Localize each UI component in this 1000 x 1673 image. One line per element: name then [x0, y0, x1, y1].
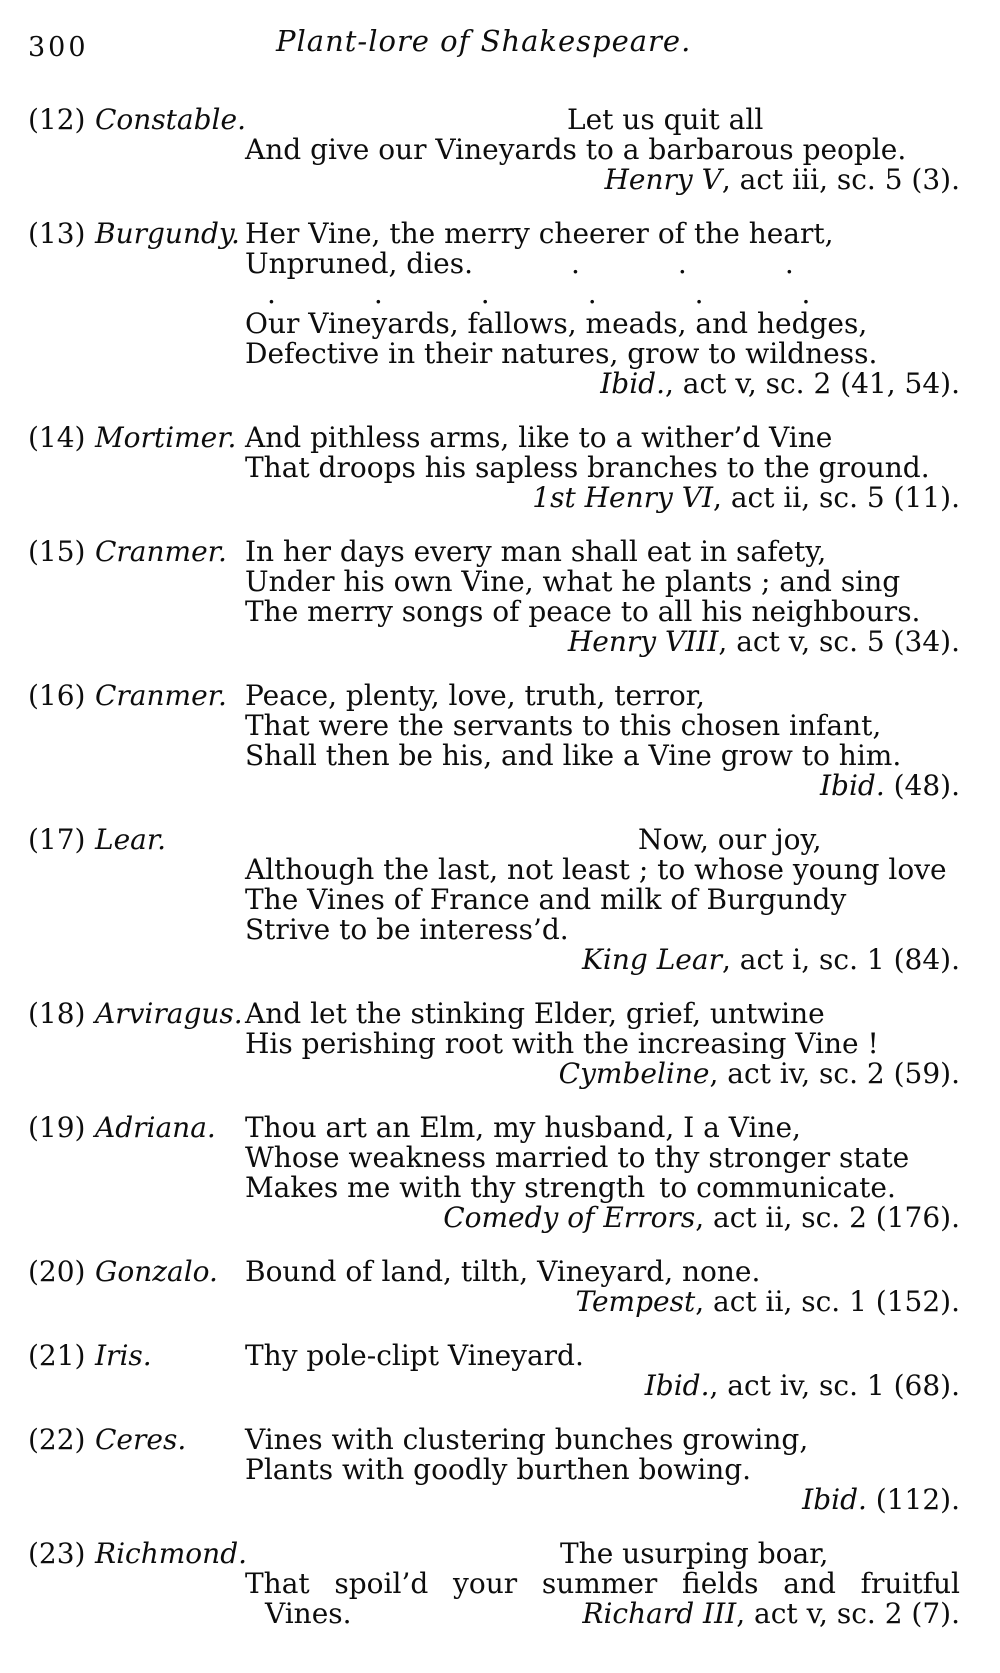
citation-detail: , act v, sc. 5 (34).	[718, 625, 960, 658]
entry-number: (20)	[28, 1255, 86, 1288]
citation-source: Ibid.	[600, 367, 665, 400]
quote-block	[245, 681, 960, 801]
quotation-entry	[28, 681, 960, 801]
quote-line: Plants with goodly burthen bowing.	[245, 1453, 752, 1486]
speaker-name: Richmond.	[95, 1537, 248, 1570]
citation-detail: , act v, sc. 2 (7).	[736, 1597, 960, 1630]
entry-number: (17)	[28, 823, 86, 856]
speaker-name: Mortimer.	[95, 421, 237, 454]
citation	[245, 627, 960, 657]
quote-block	[245, 1341, 960, 1401]
citation-source: Henry V	[604, 163, 722, 196]
citation-detail: , act i, sc. 1 (84).	[721, 943, 960, 976]
quote-block	[245, 825, 960, 975]
quote-line: Now, our joy,	[638, 823, 822, 856]
citation-text	[568, 625, 960, 658]
citation	[245, 1599, 960, 1629]
citation-source: Ibid.	[644, 1369, 710, 1402]
citation-detail: (112).	[866, 1483, 960, 1516]
quote-line: Peace, plenty, love, truth, terror,	[245, 679, 705, 712]
quote-line: Although the last, not least ; to whose young love	[245, 853, 947, 886]
speaker-name: Iris.	[95, 1339, 152, 1372]
citation	[245, 483, 960, 513]
entry-number: (21)	[28, 1339, 86, 1372]
entry-number: (22)	[28, 1423, 86, 1456]
speaker-name: Lear.	[95, 823, 167, 856]
quote-tail-text: Vines.	[265, 1597, 352, 1630]
citation-detail: , act v, sc. 2 (41, 54).	[665, 367, 960, 400]
quotation-entry	[28, 1425, 960, 1515]
quote-line: That were the servants to this chosen infant,	[245, 709, 882, 742]
quote-line: And let the stinking Elder, grief, untwine	[245, 997, 825, 1030]
quote-block	[245, 999, 960, 1089]
quote-line: The usurping boar,	[560, 1537, 829, 1570]
entry-number: (16)	[28, 679, 86, 712]
citation	[245, 1203, 960, 1233]
entry-number: (15)	[28, 535, 86, 568]
citation-text	[605, 163, 960, 196]
entry-number: (12)	[28, 103, 86, 136]
quote-block	[245, 1257, 960, 1317]
citation-text	[582, 1599, 960, 1629]
citation-text	[600, 367, 960, 400]
quote-line: Let us quit all	[567, 103, 764, 136]
speaker-name: Ceres.	[95, 1423, 187, 1456]
citation-text	[559, 1057, 960, 1090]
citation-text	[443, 1201, 960, 1234]
quote-line: His perishing root with the increasing Vine !	[245, 1027, 879, 1060]
speaker-name: Gonzalo.	[95, 1255, 218, 1288]
quote-line: The Vines of France and milk of Burgundy	[245, 883, 847, 916]
citation-source: Cymbeline	[558, 1057, 710, 1090]
citation-source: Richard III	[582, 1597, 737, 1630]
quote-block	[245, 423, 960, 513]
quote-line: Thy pole-clipt Vineyard.	[245, 1339, 584, 1372]
quote-line: Vines with clustering bunches growing,	[245, 1423, 809, 1456]
citation	[245, 165, 960, 195]
citation-source: 1st Henry VI	[532, 481, 714, 514]
citation-detail: , act ii, sc. 2 (176).	[695, 1201, 960, 1234]
quotation-entry	[28, 105, 960, 195]
quote-block	[245, 1113, 960, 1233]
citation	[245, 771, 960, 801]
citation	[245, 945, 960, 975]
speaker-name: Burgundy.	[95, 217, 240, 250]
citation	[245, 1485, 960, 1515]
quote-line: . . . . . .	[267, 277, 811, 310]
speaker-name: Arviragus.	[95, 997, 243, 1030]
quote-line: That spoil’d your summer fields and fruitful	[245, 1567, 960, 1600]
citation-source: Ibid.	[819, 769, 885, 802]
entry-number: (14)	[28, 421, 86, 454]
quotation-entry	[28, 423, 960, 513]
quote-line: Makes me with thy strength to communicate.	[245, 1171, 896, 1204]
quote-line: Strive to be interess’d.	[245, 913, 569, 946]
citation-text	[820, 769, 960, 802]
speaker-name: Adriana.	[95, 1111, 216, 1144]
citation-source: Comedy of Errors	[443, 1201, 696, 1234]
quote-line: Whose weakness married to thy stronger state	[245, 1141, 910, 1174]
speaker-name: Cranmer.	[95, 535, 227, 568]
quote-line: Thou art an Elm, my husband, I a Vine,	[245, 1111, 801, 1144]
citation	[245, 1059, 960, 1089]
citation-detail: , act iv, sc. 2 (59).	[709, 1057, 960, 1090]
citation	[245, 1287, 960, 1317]
speaker-name: Cranmer.	[95, 679, 227, 712]
entry-number: (23)	[28, 1537, 86, 1570]
quote-line: Her Vine, the merry cheerer of the heart,	[245, 217, 834, 250]
citation-source: Ibid.	[802, 1483, 867, 1516]
quotation-entry	[28, 1113, 960, 1233]
quote-line: Bound of land, tilth, Vineyard, none.	[245, 1255, 761, 1288]
quote-line: Unpruned, dies. . . .	[245, 247, 794, 280]
citation-text	[532, 481, 960, 514]
citation-detail: (48).	[884, 769, 960, 802]
quotation-entry	[28, 1341, 960, 1401]
quote-block	[245, 1425, 960, 1515]
citation-text	[645, 1369, 960, 1402]
page-title: Plant-lore of Shakespeare.	[276, 24, 692, 58]
page-number: 300	[28, 32, 89, 63]
quote-line: The merry songs of peace to all his neighbours.	[245, 595, 921, 628]
quotation-entry	[28, 1257, 960, 1317]
citation-detail: , act ii, sc. 1 (152).	[695, 1285, 960, 1318]
quote-line: And give our Vineyards to a barbarous people.	[245, 133, 907, 166]
citation-text	[575, 1285, 960, 1318]
citation-source: Tempest	[575, 1285, 696, 1318]
speaker-name: Constable.	[95, 103, 246, 136]
quote-line: Under his own Vine, what he plants ; and sing	[245, 565, 901, 598]
entry-number: (13)	[28, 217, 86, 250]
quotation-entry	[28, 825, 960, 975]
citation-detail: , act iii, sc. 5 (3).	[721, 163, 960, 196]
citation-text	[582, 943, 960, 976]
citation	[245, 1371, 960, 1401]
quote-block	[245, 1539, 960, 1629]
quotation-entry	[28, 219, 960, 399]
quotation-entry	[28, 1539, 960, 1629]
citation-detail: , act iv, sc. 1 (68).	[709, 1369, 960, 1402]
quotation-entry	[28, 999, 960, 1089]
entry-number: (18)	[28, 997, 86, 1030]
page-header	[28, 24, 960, 66]
quote-block	[245, 219, 960, 399]
quotation-entry	[28, 537, 960, 657]
citation-detail: , act ii, sc. 5 (11).	[713, 481, 960, 514]
quote-block	[245, 105, 960, 195]
quote-line: Defective in their natures, grow to wildness.	[245, 337, 878, 370]
quotation-list	[28, 105, 960, 1629]
citation-text	[802, 1483, 960, 1516]
entry-number: (19)	[28, 1111, 86, 1144]
citation-source: Henry VIII	[567, 625, 719, 658]
quote-line: And pithless arms, like to a wither’d Vine	[245, 421, 833, 454]
citation	[245, 369, 960, 399]
quote-line: Our Vineyards, fallows, meads, and hedges,	[245, 307, 868, 340]
quote-line: In her days every man shall eat in safety,	[245, 535, 827, 568]
quote-line: That droops his sapless branches to the ground.	[245, 451, 930, 484]
quote-block	[245, 537, 960, 657]
quote-line: Shall then be his, and like a Vine grow to him.	[245, 739, 902, 772]
citation-source: King Lear	[581, 943, 722, 976]
